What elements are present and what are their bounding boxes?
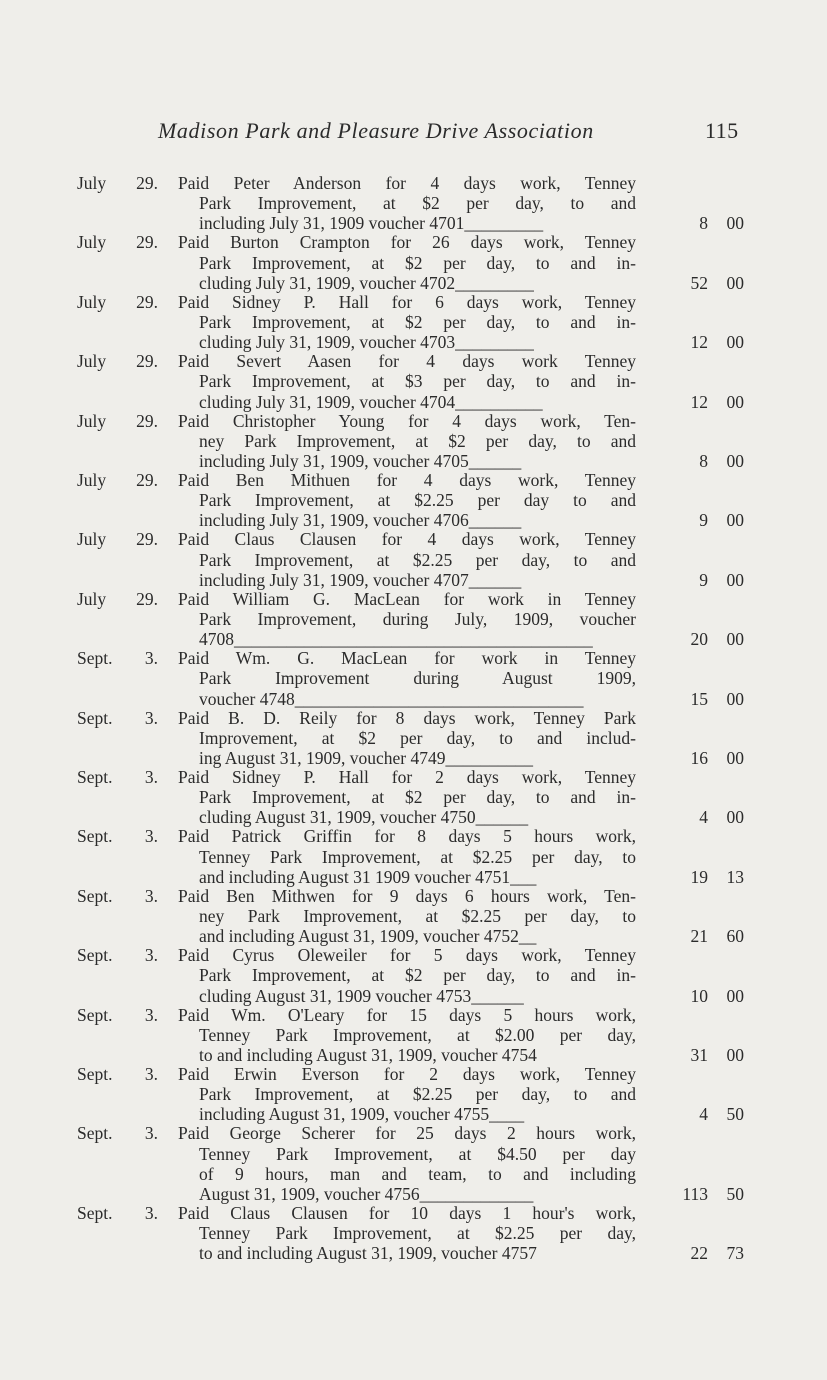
amount-dollars: 19: [690, 866, 708, 887]
entry-day: 3.: [144, 1203, 158, 1223]
entry-description-line: Paid Claus Clausen for 10 days 1 hour's work,: [178, 1203, 636, 1223]
entry-description-line: ney Park Improvement, at $2 per day, to and: [199, 430, 636, 451]
entry-description-line: to and including August 31, 1909, voucher 4757: [199, 1243, 537, 1264]
entry-description: [178, 886, 636, 947]
entry-day: 3.: [144, 1064, 158, 1084]
entry-description: [178, 826, 636, 887]
entry-amount: [640, 332, 744, 352]
entry-description-line: including July 31, 1909 voucher 4701_________: [199, 213, 544, 234]
entry-description-line: Park Improvement, during July, 1909, voucher: [199, 608, 636, 629]
entry-amount: [640, 1104, 744, 1124]
amount-cents: 00: [726, 985, 744, 1006]
entry-description-line: August 31, 1909, voucher 4756_____________: [199, 1183, 534, 1204]
entry-description-line: Paid Wm. O'Leary for 15 days 5 hours work,: [178, 1004, 636, 1025]
amount-dollars: 21: [690, 926, 708, 947]
entry-month: Sept.: [77, 945, 113, 966]
entry-description-line: Paid Sidney P. Hall for 6 days work, Tenney: [178, 291, 636, 312]
entry-description-line: Park Improvement, at $3 per day, to and in-: [199, 371, 636, 392]
amount-dollars: 31: [690, 1044, 708, 1065]
entry-amount: [640, 807, 744, 827]
entry-amount: [640, 748, 744, 768]
entry-description-line: Park Improvement, at $2.25 per day to and: [199, 490, 636, 511]
entry-description-line: to and including August 31, 1909, voucher 4754: [199, 1044, 537, 1065]
entry-description-line: cluding August 31, 1909, voucher 4750______: [199, 807, 529, 828]
entry-description-line: Paid Burton Crampton for 26 days work, Tenney: [178, 232, 636, 253]
entry-amount: [640, 392, 744, 412]
amount-cents: 00: [726, 747, 744, 768]
entry-month: Sept.: [77, 1064, 113, 1084]
entry-month: Sept.: [77, 1203, 113, 1223]
amount-dollars: 9: [699, 510, 708, 531]
entry-description-line: Paid Patrick Griffin for 8 days 5 hours work,: [178, 826, 636, 847]
entry-amount: [640, 629, 744, 649]
entry-description-line: Paid Peter Anderson for 4 days work, Tenney: [178, 173, 636, 193]
entry-day: 3.: [144, 826, 158, 847]
entry-description-line: Park Improvement, at $2 per day, to and in-: [199, 787, 636, 808]
entry-description-line: ing August 31, 1909, voucher 4749__________: [199, 747, 533, 768]
entry-description-line: of 9 hours, man and team, to and including: [199, 1163, 636, 1184]
amount-cents: 13: [726, 866, 744, 887]
amount-dollars: 52: [690, 272, 708, 293]
entry-amount: [640, 867, 744, 887]
entry-description-line: Paid Sidney P. Hall for 2 days work, Tenney: [178, 767, 636, 787]
entry-description-line: ney Park Improvement, at $2.25 per day, to: [199, 905, 636, 926]
entry-description-line: Improvement, at $2 per day, to and includ-: [199, 727, 636, 748]
entry-day: 29.: [136, 291, 158, 312]
entry-day: 29.: [136, 173, 158, 193]
entry-month: Sept.: [77, 826, 113, 847]
entry-month: Sept.: [77, 767, 113, 787]
amount-cents: 00: [726, 629, 744, 650]
entry-description: [178, 648, 636, 709]
entry-description-line: voucher 4748_________________________________: [199, 688, 584, 709]
entry-amount: [640, 570, 744, 590]
entry-day: 3.: [144, 648, 158, 669]
entry-day: 3.: [144, 885, 158, 906]
page-header: [0, 118, 827, 148]
entry-description-line: Park Improvement, at $2.25 per day, to and: [199, 1084, 636, 1105]
amount-dollars: 12: [690, 332, 708, 353]
entry-description-line: Paid Christopher Young for 4 days work, Ten-: [178, 410, 636, 431]
entry-description: [178, 589, 636, 650]
entry-amount: [640, 510, 744, 530]
entry-description-line: Tenney Park Improvement, at $2.00 per day,: [199, 1024, 636, 1045]
amount-cents: 60: [726, 926, 744, 947]
entry-description-line: Paid Severt Aasen for 4 days work Tenney: [178, 351, 636, 372]
amount-cents: 00: [726, 332, 744, 353]
entry-description-line: including July 31, 1909, voucher 4707______: [199, 569, 522, 590]
entry-description: [178, 1203, 636, 1264]
amount-cents: 00: [726, 391, 744, 412]
entry-month: July: [77, 529, 107, 550]
entry-description-line: Paid William G. MacLean for work in Tenney: [178, 588, 636, 609]
amount-dollars: 15: [690, 688, 708, 709]
amount-dollars: 9: [699, 569, 708, 590]
entry-amount: [640, 689, 744, 709]
entry-description: [178, 232, 636, 293]
entry-amount: [640, 451, 744, 471]
entry-description-line: cluding July 31, 1909, voucher 4704__________: [199, 391, 543, 412]
amount-cents: 00: [726, 569, 744, 590]
entry-description-line: Park Improvement, at $2 per day, to and in-: [199, 311, 636, 332]
entry-day: 29.: [136, 470, 158, 490]
entry-day: 3.: [144, 707, 158, 728]
amount-dollars: 20: [690, 629, 708, 650]
amount-dollars: 12: [690, 391, 708, 412]
entry-month: Sept.: [77, 885, 113, 906]
entry-description: [178, 411, 636, 472]
amount-dollars: 10: [690, 985, 708, 1006]
entry-month: July: [77, 232, 107, 253]
entry-day: 29.: [136, 529, 158, 550]
amount-dollars: 113: [682, 1183, 708, 1204]
entry-amount: [640, 213, 744, 233]
entry-description-line: cluding July 31, 1909, voucher 4702_________: [199, 272, 534, 293]
entry-description: [178, 708, 636, 769]
entry-description-line: Park Improvement, at $2 per day, to and: [199, 193, 636, 214]
entry-description-line: including July 31, 1909, voucher 4705______: [199, 450, 522, 471]
entry-day: 29.: [136, 588, 158, 609]
amount-dollars: 8: [699, 213, 708, 234]
entry-amount: [640, 1184, 744, 1204]
entry-description: [178, 292, 636, 353]
entry-description: [178, 1005, 636, 1066]
entry-description-line: cluding July 31, 1909, voucher 4703_________: [199, 332, 534, 353]
entry-description: [178, 529, 636, 590]
amount-dollars: 22: [690, 1243, 708, 1264]
entry-description-line: Tenney Park Improvement, at $2.25 per day, to: [199, 846, 636, 867]
entry-description-line: including July 31, 1909, voucher 4706______: [199, 510, 522, 531]
entry-day: 29.: [136, 351, 158, 372]
amount-cents: 50: [726, 1104, 744, 1125]
entry-description-line: Paid Cyrus Oleweiler for 5 days work, Tenney: [178, 945, 636, 966]
amount-cents: 00: [726, 510, 744, 531]
entry-month: Sept.: [77, 1123, 113, 1144]
entry-description-line: Paid Ben Mithwen for 9 days 6 hours work, Ten-: [178, 885, 636, 906]
amount-cents: 50: [726, 1183, 744, 1204]
amount-cents: 00: [726, 807, 744, 828]
amount-cents: 00: [726, 272, 744, 293]
amount-cents: 00: [726, 1044, 744, 1065]
entry-month: July: [77, 410, 107, 431]
entry-day: 29.: [136, 410, 158, 431]
entry-description-line: Tenney Park Improvement, at $4.50 per day: [199, 1143, 636, 1164]
entry-day: 3.: [144, 767, 158, 787]
entry-description-line: Park Improvement, at $2 per day, to and in-: [199, 965, 636, 986]
amount-dollars: 4: [699, 807, 708, 828]
entry-description-line: 4708_________________________________________: [199, 629, 593, 650]
amount-dollars: 8: [699, 450, 708, 471]
entry-day: 3.: [144, 945, 158, 966]
entry-description-line: Paid Ben Mithuen for 4 days work, Tenney: [178, 470, 636, 490]
entry-description: [178, 1123, 636, 1204]
entry-description: [178, 1064, 636, 1125]
entry-description-line: Paid George Scherer for 25 days 2 hours work,: [178, 1123, 636, 1144]
entry-description-line: and including August 31, 1909, voucher 4752__: [199, 926, 537, 947]
amount-dollars: 16: [690, 747, 708, 768]
entry-description-line: Paid Claus Clausen for 4 days work, Tenney: [178, 529, 636, 550]
amount-cents: 00: [726, 688, 744, 709]
entry-amount: [640, 1243, 744, 1263]
entry-description-line: Paid Erwin Everson for 2 days work, Tenney: [178, 1064, 636, 1084]
entry-day: 29.: [136, 232, 158, 253]
entry-description-line: and including August 31 1909 voucher 4751___: [199, 866, 537, 887]
entry-day: 3.: [144, 1123, 158, 1144]
amount-cents: 00: [726, 450, 744, 471]
entry-description-line: Paid Wm. G. MacLean for work in Tenney: [178, 648, 636, 669]
entry-amount: [640, 926, 744, 946]
entry-description-line: Park Improvement during August 1909,: [199, 668, 636, 689]
amount-cents: 73: [726, 1243, 744, 1264]
entry-description-line: including August 31, 1909, voucher 4755____: [199, 1104, 525, 1125]
entry-day: 3.: [144, 1004, 158, 1025]
entry-description-line: Park Improvement, at $2 per day, to and in-: [199, 252, 636, 273]
entry-amount: [640, 986, 744, 1006]
entry-month: July: [77, 173, 107, 193]
entry-description: [178, 945, 636, 1006]
page-number: 115: [705, 118, 739, 143]
entry-month: July: [77, 351, 107, 372]
amount-cents: 00: [726, 213, 744, 234]
entry-month: July: [77, 291, 107, 312]
entry-description-line: cluding August 31, 1909 voucher 4753______: [199, 985, 524, 1006]
entry-month: July: [77, 470, 107, 490]
entry-description: [178, 767, 636, 828]
entry-month: July: [77, 588, 107, 609]
entry-month: Sept.: [77, 1004, 113, 1025]
entry-description: [178, 351, 636, 412]
amount-dollars: 4: [699, 1104, 708, 1125]
entry-month: Sept.: [77, 707, 113, 728]
running-title: Madison Park and Pleasure Drive Association: [158, 118, 594, 143]
entry-description-line: Paid B. D. Reily for 8 days work, Tenney Park: [178, 707, 636, 728]
entry-amount: [640, 1045, 744, 1065]
entry-description: [178, 470, 636, 531]
entry-amount: [640, 273, 744, 293]
entry-month: Sept.: [77, 648, 113, 669]
entry-description-line: Tenney Park Improvement, at $2.25 per day,: [199, 1223, 636, 1244]
entry-description-line: Park Improvement, at $2.25 per day, to and: [199, 549, 636, 570]
entry-description: [178, 173, 636, 234]
